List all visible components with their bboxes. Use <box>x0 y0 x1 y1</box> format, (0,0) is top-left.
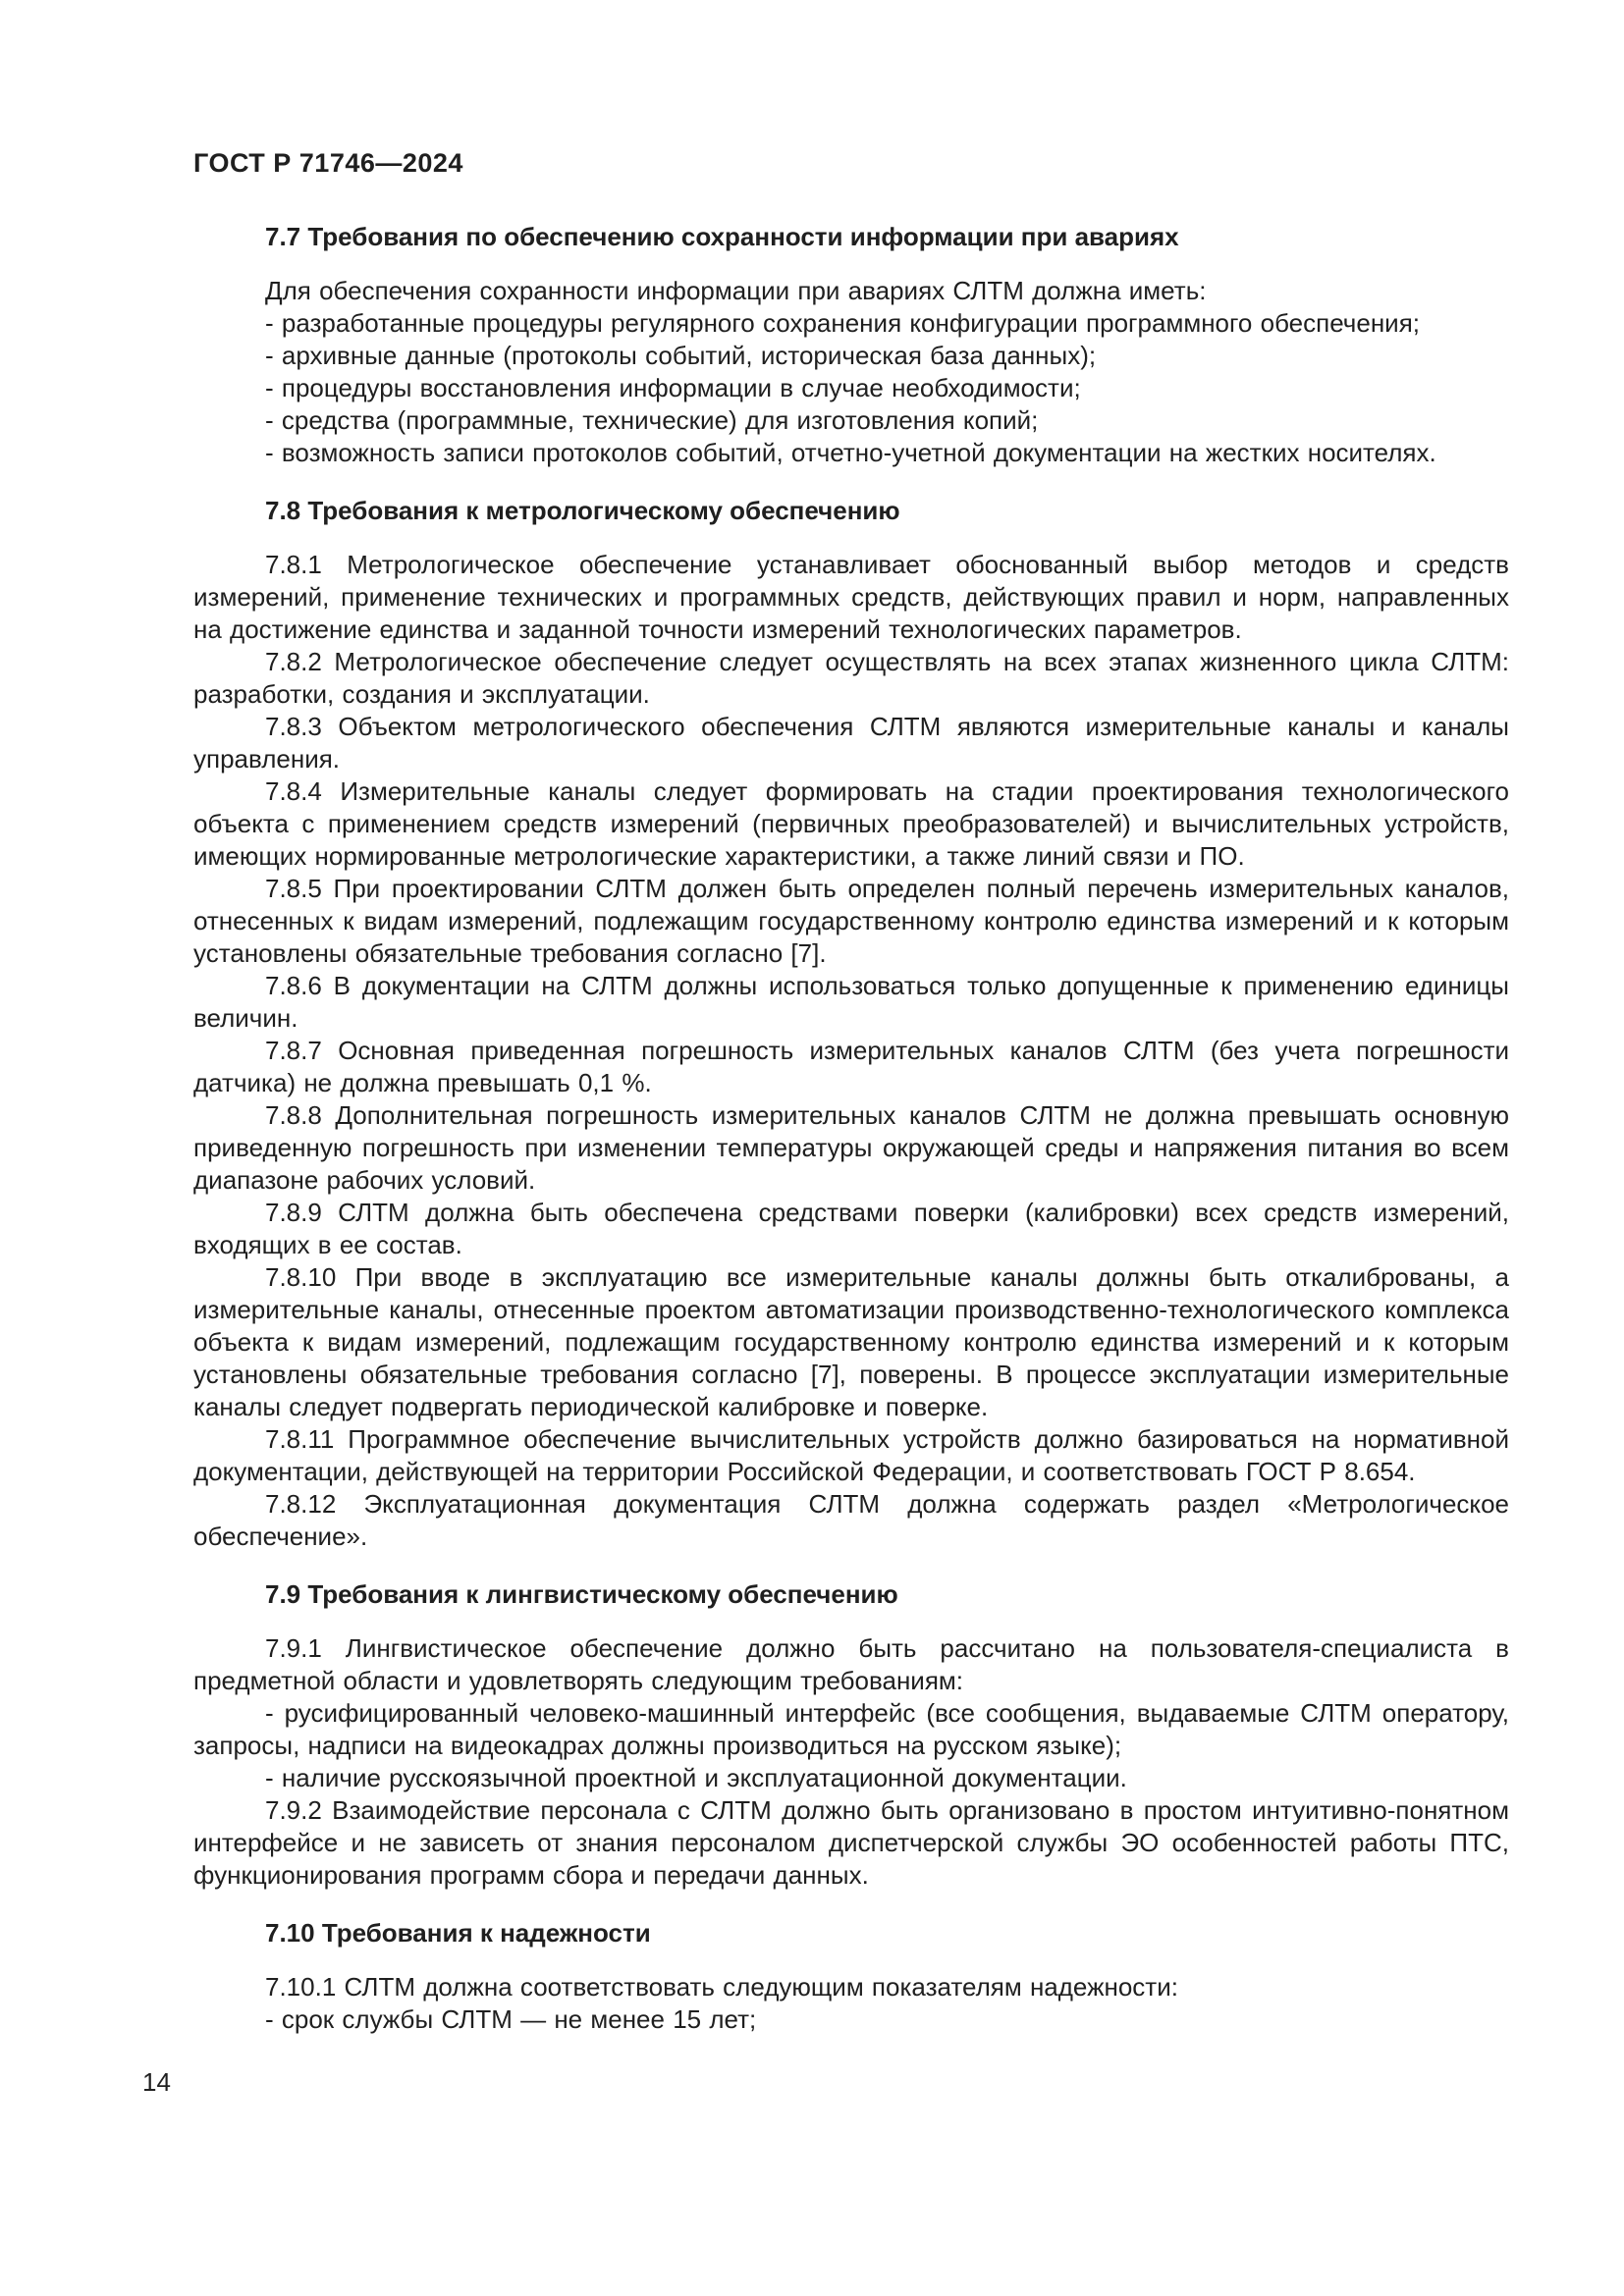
section-7-7 <box>193 221 1509 469</box>
paragraph: 7.9.2 Взаимодействие персонала с СЛТМ должно быть организовано в простом интуитивно-понятном интерфейсе и не зависеть от знания персоналом диспетчерской службы ЭО особенностей работы ПТС, функционирования программ сбора и передачи данных. <box>193 1795 1509 1890</box>
list-item: - возможность записи протоколов событий, отчетно-учетной документации на жестких носителях. <box>265 438 1436 467</box>
section-heading: 7.8 Требования к метрологическому обеспечению <box>265 496 900 525</box>
list-item: - средства (программные, технические) для изготовления копий; <box>265 405 1039 435</box>
paragraph: 7.8.4 Измерительные каналы следует формировать на стадии проектирования технологического объекта с применением средств измерений (первичных преобразователей) и вычислительных устройств, имеющих нормированные метрологические характеристики, а также линий связи и ПО. <box>193 776 1509 871</box>
section-7-10 <box>193 1917 1509 2036</box>
paragraph: 7.8.9 СЛТМ должна быть обеспечена средствами поверки (калибровки) всех средств измерений, входящих в ее состав. <box>193 1198 1509 1259</box>
list-item: - процедуры восстановления информации в случае необходимости; <box>265 373 1081 402</box>
paragraph: 7.8.5 При проектировании СЛТМ должен быть определен полный перечень измерительных каналов, отнесенных к видам измерений, подлежащим государственному контролю единства измерений и к которым установлены обязательные требования согласно [7]. <box>193 874 1509 968</box>
section-heading: 7.7 Требования по обеспечению сохранности информации при авариях <box>265 222 1179 251</box>
section-heading: 7.10 Требования к надежности <box>265 1918 651 1948</box>
paragraph: 7.8.1 Метрологическое обеспечение устанавливает обоснованный выбор методов и средств измерений, применение технических и программных средств, действующих правил и норм, направленных на достижение единства и заданной точности измерений технологических параметров. <box>193 550 1509 644</box>
section-heading: 7.9 Требования к лингвистическому обеспечению <box>265 1579 898 1609</box>
standard-code-header: ГОСТ Р 71746—2024 <box>193 148 463 178</box>
paragraph: 7.8.12 Эксплуатационная документация СЛТМ должна содержать раздел «Метрологическое обеспечение». <box>193 1489 1509 1551</box>
list-item: - разработанные процедуры регулярного сохранения конфигурации программного обеспечения; <box>265 308 1420 338</box>
paragraph: 7.9.1 Лингвистическое обеспечение должно быть рассчитано на пользователя-специалиста в предметной области и удовлетворять следующим требованиям: <box>193 1633 1509 1695</box>
document-body <box>193 221 1509 2036</box>
section-7-9 <box>193 1578 1509 1892</box>
section-7-8 <box>193 495 1509 1553</box>
paragraph: 7.10.1 СЛТМ должна соответствовать следующим показателям надежности: <box>265 1972 1178 2002</box>
page-number: 14 <box>142 2067 171 2097</box>
list-item: - наличие русскоязычной проектной и эксплуатационной документации. <box>265 1763 1127 1792</box>
paragraph: 7.8.10 При вводе в эксплуатацию все измерительные каналы должны быть откалиброваны, а измерительные каналы, отнесенные проектом автоматизации производственно-технологического комплекса объекта к видам измерений, подлежащим государственному контролю единства измерений и к которым установлены обязательные требования согласно [7], поверены. В процессе эксплуатации измерительные каналы следует подвергать периодической калибровке и поверке. <box>193 1262 1509 1421</box>
list-item: - русифицированный человеко-машинный интерфейс (все сообщения, выдаваемые СЛТМ оператору, запросы, надписи на видеокадрах должны производиться на русском языке); <box>193 1698 1509 1760</box>
list-item: - архивные данные (протоколы событий, историческая база данных); <box>265 341 1097 370</box>
paragraph: 7.8.6 В документации на СЛТМ должны использоваться только допущенные к применению единицы величин. <box>193 971 1509 1033</box>
paragraph: 7.8.2 Метрологическое обеспечение следует осуществлять на всех этапах жизненного цикла СЛТМ: разработки, создания и эксплуатации. <box>193 647 1509 709</box>
paragraph: 7.8.3 Объектом метрологического обеспечения СЛТМ являются измерительные каналы и каналы управления. <box>193 712 1509 774</box>
paragraph: 7.8.11 Программное обеспечение вычислительных устройств должно базироваться на нормативной документации, действующей на территории Российской Федерации, и соответствовать ГОСТ Р 8.654. <box>193 1424 1509 1486</box>
paragraph: 7.8.7 Основная приведенная погрешность измерительных каналов СЛТМ (без учета погрешности датчика) не должна превышать 0,1 %. <box>193 1036 1509 1097</box>
list-item: - срок службы СЛТМ — не менее 15 лет; <box>265 2004 757 2034</box>
paragraph: Для обеспечения сохранности информации при авариях СЛТМ должна иметь: <box>265 276 1207 305</box>
paragraph: 7.8.8 Дополнительная погрешность измерительных каналов СЛТМ не должна превышать основную приведенную погрешность при изменении температуры окружающей среды и напряжения питания во всем диапазоне рабочих условий. <box>193 1100 1509 1195</box>
